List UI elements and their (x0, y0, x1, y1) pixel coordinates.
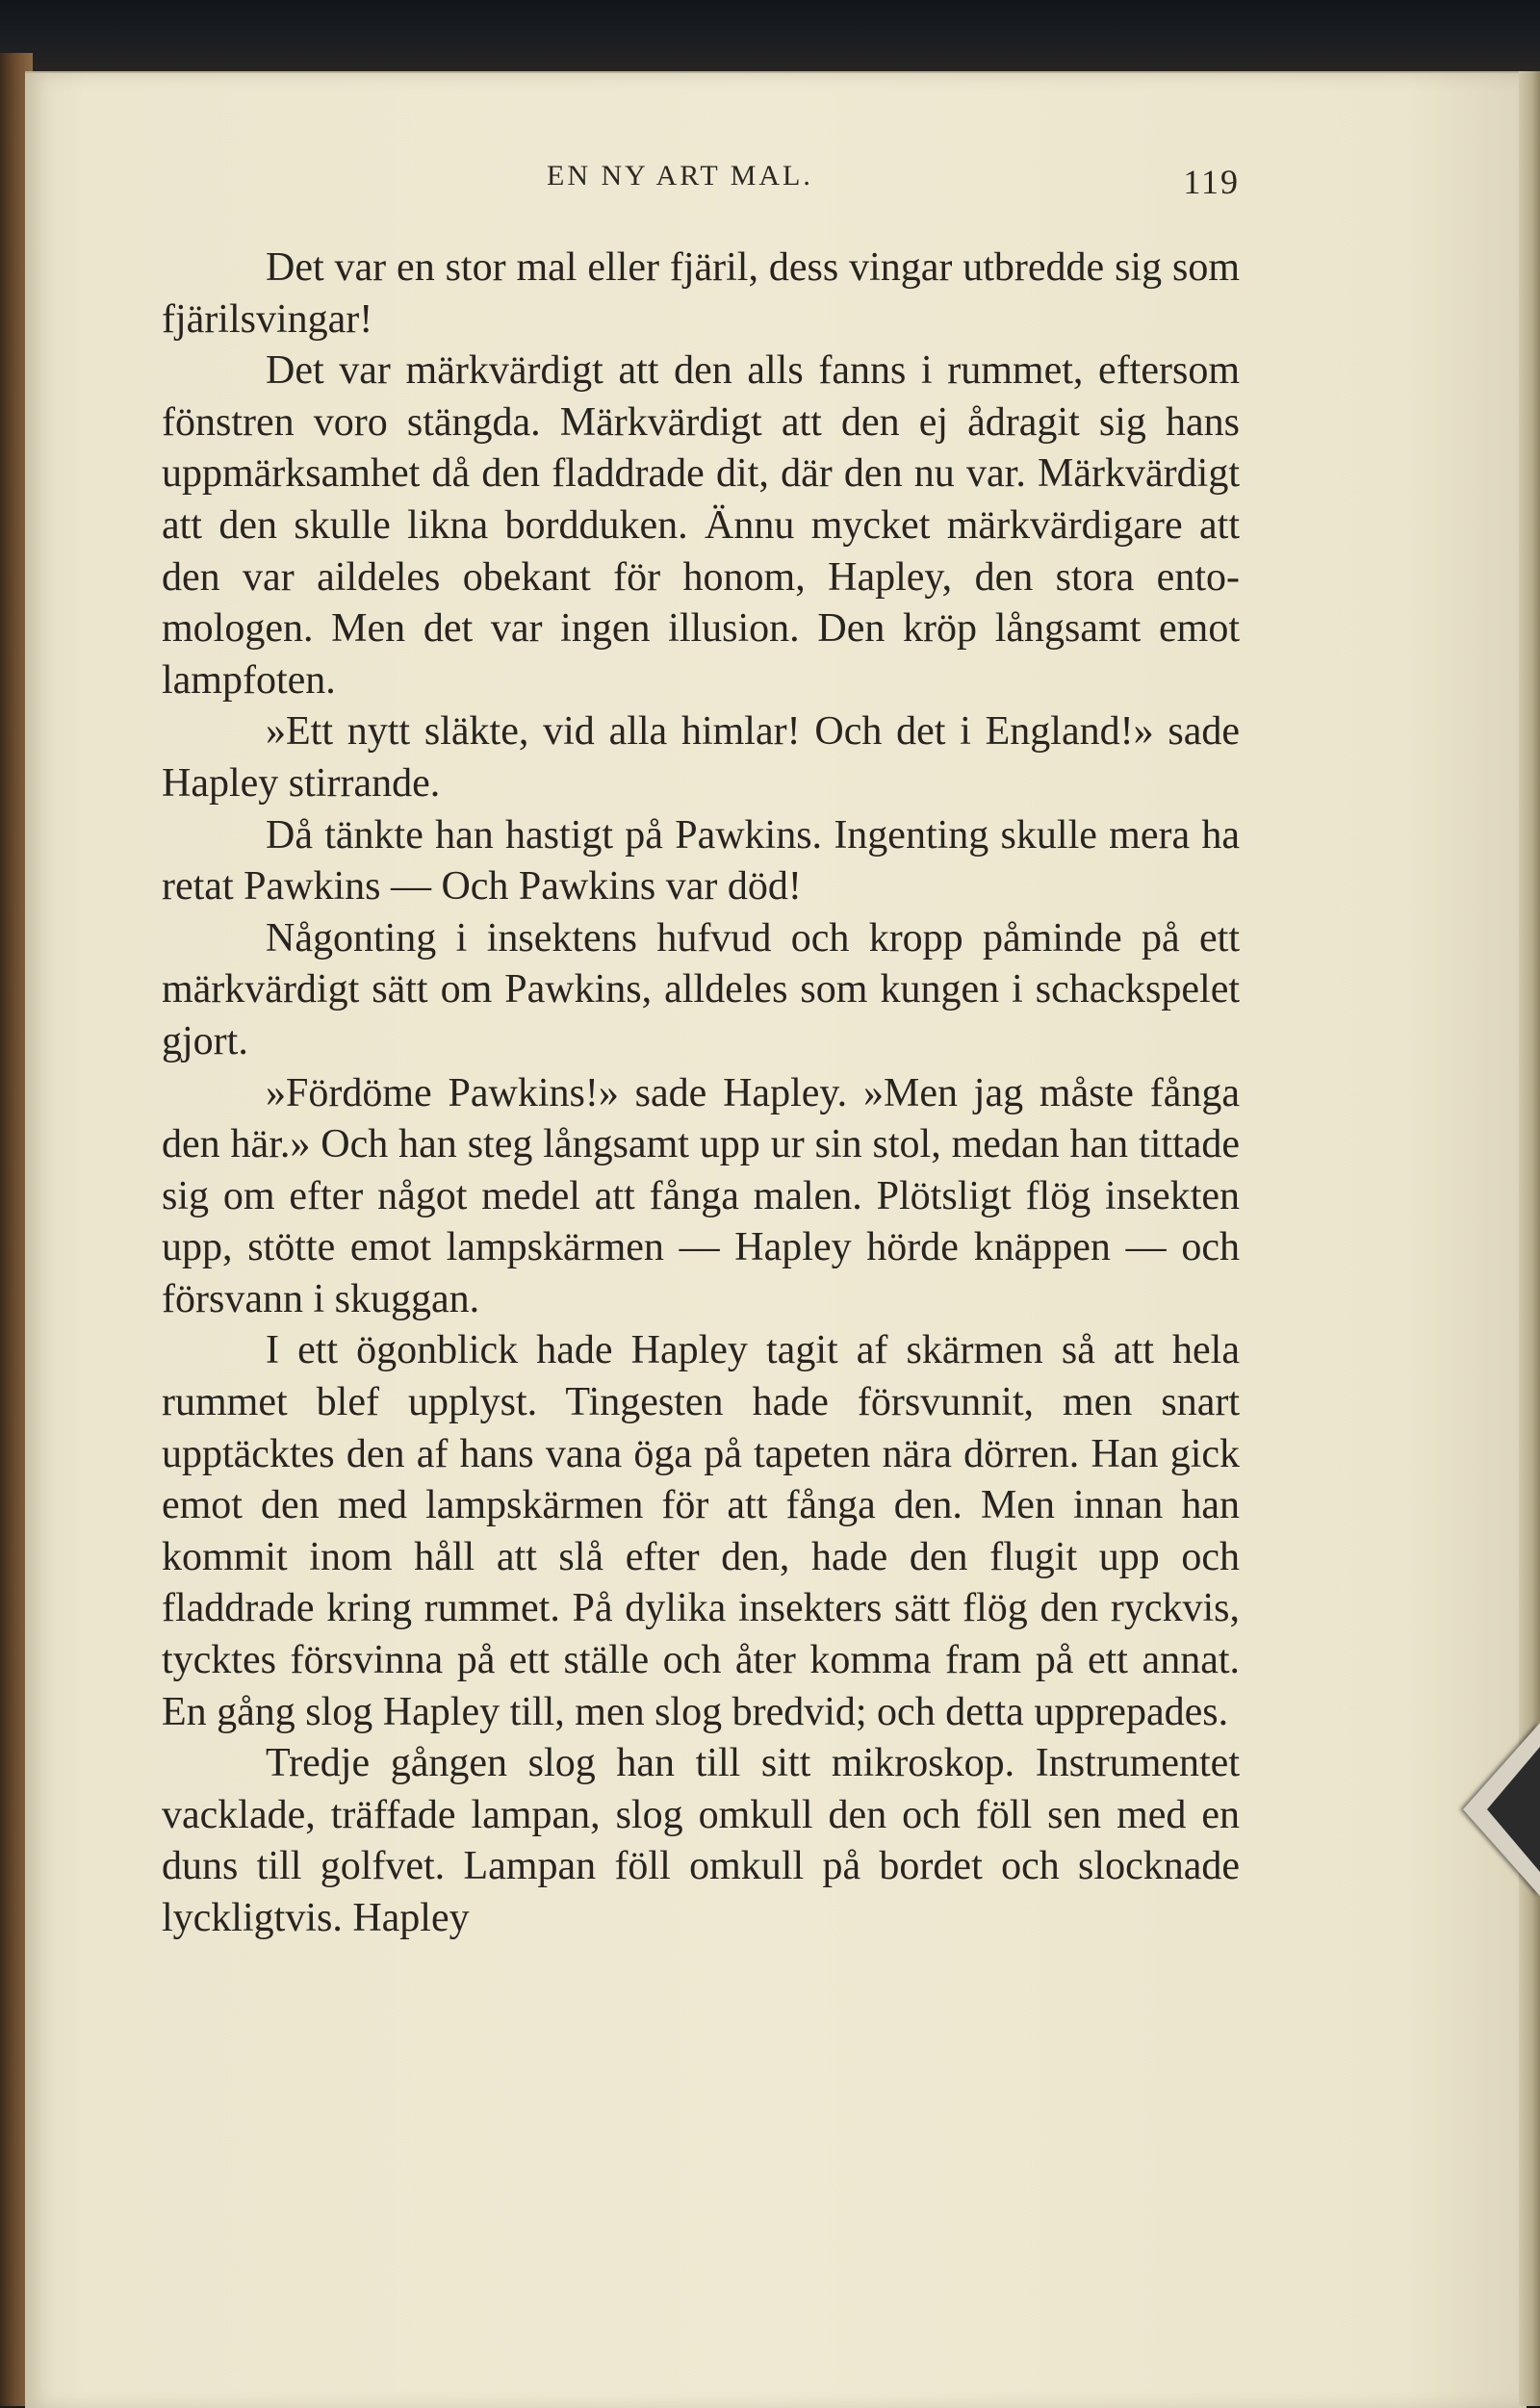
body-text (162, 243, 1240, 1945)
page-stack-edge (1519, 71, 1540, 2406)
page-number: 119 (1183, 163, 1240, 201)
paragraph: I ett ögonblick hade Hapley tagit af skärmen så att hela rummet blef upplyst. Tingesten hade försvunnit, men snart upptäcktes den af hans vana öga på tapeten nära dörren. Han gick emot den med lampskärmen för att fånga den. Men innan han kommit inom håll att slå efter den, hade den flugit upp och fladdrade kring rummet. På dylika insekters sätt flög den ryckvis, tycktes försvinna på ett ställe och åter komma fram på ett annat. En gång slog Hapley till, men slog bredvid; och detta upprepades. (162, 1328, 1240, 1734)
running-head: EN NY ART MAL. (547, 160, 813, 192)
page-header (162, 154, 1240, 212)
paragraph: Någonting i insektens hufvud och kropp påminde på ett märkvärdigt sätt om Pawkins, alldeles som kungen i schackspelet gjort. (162, 915, 1240, 1063)
scan-background-top (0, 0, 1540, 77)
paragraph: Det var en stor mal eller fjäril, dess vingar utbredde sig som fjärilsvingar! (162, 245, 1240, 342)
paragraph: Tredje gången slog han till sitt mikroskop. Instrumentet vacklade, träffade lampan, slog omkull den och föll sen med en duns till golfvet. Lampan föll omkull på bordet och slocknade lyckligtvis. Hapley (162, 1741, 1240, 1940)
page-clip-shadow (1487, 1747, 1540, 1872)
paragraph: »Fördöme Pawkins!» sade Hapley. »Men jag måste fånga den här.» Och han steg långsamt upp ur sin stol, medan han tittade sig om efter något medel att fånga malen. Plötsligt flög insekten upp, stötte emot lampskärmen — Hapley hörde knäppen — och försvann i skuggan. (162, 1070, 1240, 1321)
paragraph: Det var märkvärdigt att den alls fanns i rummet, eftersom fönstren voro stängda. Märkvärdigt att den ej ådragit sig hans uppmärksamhet då den fladdrade dit, där den nu var. Märkvärdigt att den skulle likna bordduken. Ännu mycket märkvärdigare att den var aildeles obekant för honom, Hapley, den stora entomologen. Men det var ingen illusion. Den kröp långsamt emot lampfoten. (162, 348, 1240, 703)
paragraph: Då tänkte han hastigt på Pawkins. Ingenting skulle mera ha retat Pawkins — Och Pawkins var död! (162, 812, 1240, 909)
paragraph: »Ett nytt släkte, vid alla himlar! Och det i England!» sade Hapley stirrande. (162, 709, 1240, 806)
